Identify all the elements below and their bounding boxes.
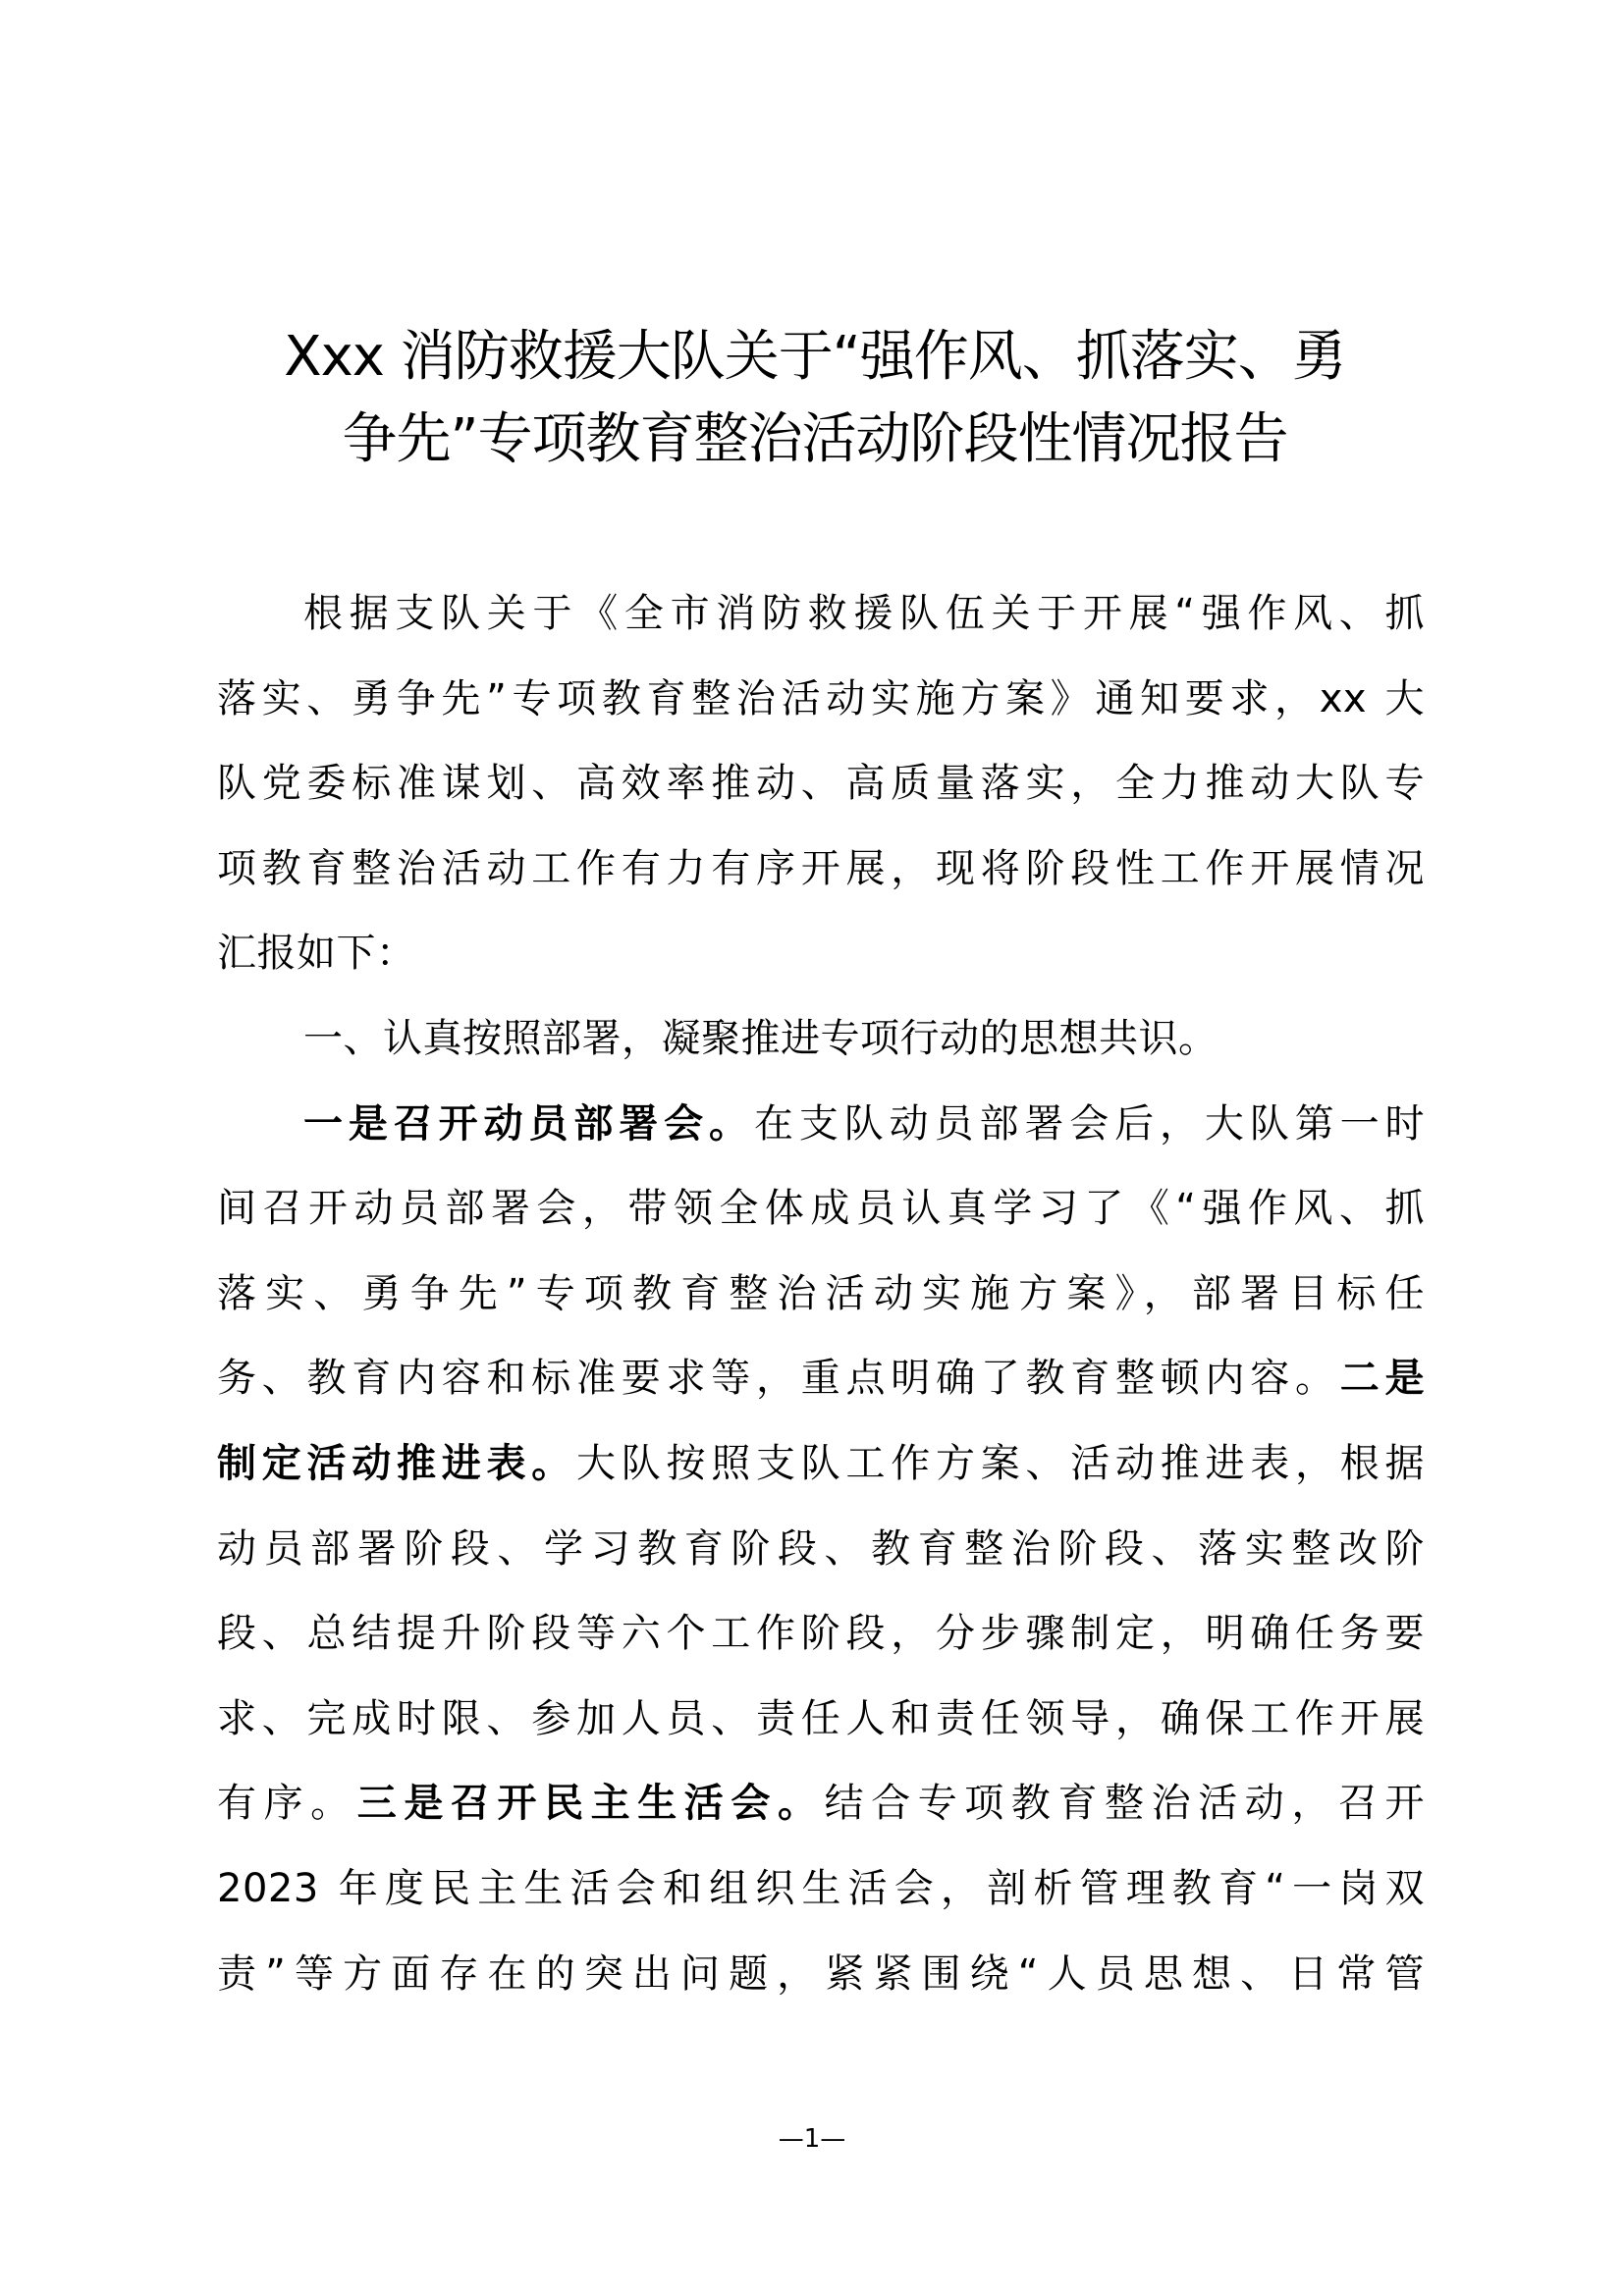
page-number: —1— [778, 2124, 846, 2154]
measures-line-4-text: 务、教育内容和标准要求等，重点明确了教育整顿内容。 [217, 1356, 1340, 1402]
measures-line-7: 段、总结提升阶段等六个工作阶段，分步骤制定，明确任务要 [217, 1611, 1425, 1657]
measure-2-text: 大队按照支队工作方案、活动推进表，根据 [576, 1440, 1425, 1486]
measures-line-5 [217, 1421, 1425, 1507]
document-body [217, 571, 1425, 2016]
measures-line-10: 2023 年度民主生活会和组织生活会，剖析管理教育“一岗双 [217, 1865, 1425, 1911]
measure-3-text: 结合专项教育整治活动，召开 [824, 1781, 1426, 1827]
intro-line: 项教育整治活动工作有力有序开展，现将阶段性工作开展情况 [217, 845, 1425, 891]
measures-line-4 [217, 1336, 1425, 1421]
measure-3-heading: 三是召开民主生活会。 [356, 1781, 825, 1827]
measures-line-2: 间召开动员部署会，带领全体成员认真学习了《“强作风、抓 [217, 1186, 1425, 1232]
title-line-2: 争先”专项教育整治活动阶段性情况报告 [342, 407, 1288, 471]
intro-line: 队党委标准谋划、高效率推动、高质量落实，全力推动大队专 [217, 761, 1425, 807]
measures-line-9 [217, 1761, 1425, 1846]
measures-line-1 [217, 1082, 1425, 1167]
measure-1-text: 在支队动员部署会后，大队第一时 [753, 1100, 1426, 1147]
section-heading: 一、认真按照部署，凝聚推进专项行动的思想共识。 [303, 1015, 1218, 1061]
measure-2-heading-end: 制定活动推进表。 [217, 1440, 576, 1486]
measures-line-8: 求、完成时限、参加人员、责任人和责任领导，确保工作开展 [217, 1695, 1425, 1741]
measures-line-6: 动员部署阶段、学习教育阶段、教育整治阶段、落实整改阶 [217, 1525, 1425, 1572]
title-line-1: Xxx 消防救援大队关于“强作风、抓落实、勇 [284, 325, 1346, 389]
intro-line: 汇报如下： [217, 931, 416, 977]
measures-line-9-text: 有序。 [217, 1781, 357, 1827]
measure-2-heading-start: 二是 [1339, 1356, 1425, 1402]
measures-paragraph [217, 1082, 1425, 2017]
measure-1-heading: 一是召开动员部署会。 [303, 1100, 754, 1147]
intro-paragraph [217, 571, 1425, 996]
intro-line: 落实、勇争先”专项教育整治活动实施方案》通知要求，xx 大 [217, 675, 1425, 721]
intro-line: 根据支队关于《全市消防救援队伍关于开展“强作风、抓 [303, 591, 1425, 636]
measures-line-3: 落实、勇争先”专项教育整治活动实施方案》，部署目标任 [217, 1270, 1425, 1316]
measures-line-11: 责”等方面存在的突出问题，紧紧围绕“人员思想、日常管 [217, 1950, 1425, 1997]
document-title [196, 316, 1434, 481]
